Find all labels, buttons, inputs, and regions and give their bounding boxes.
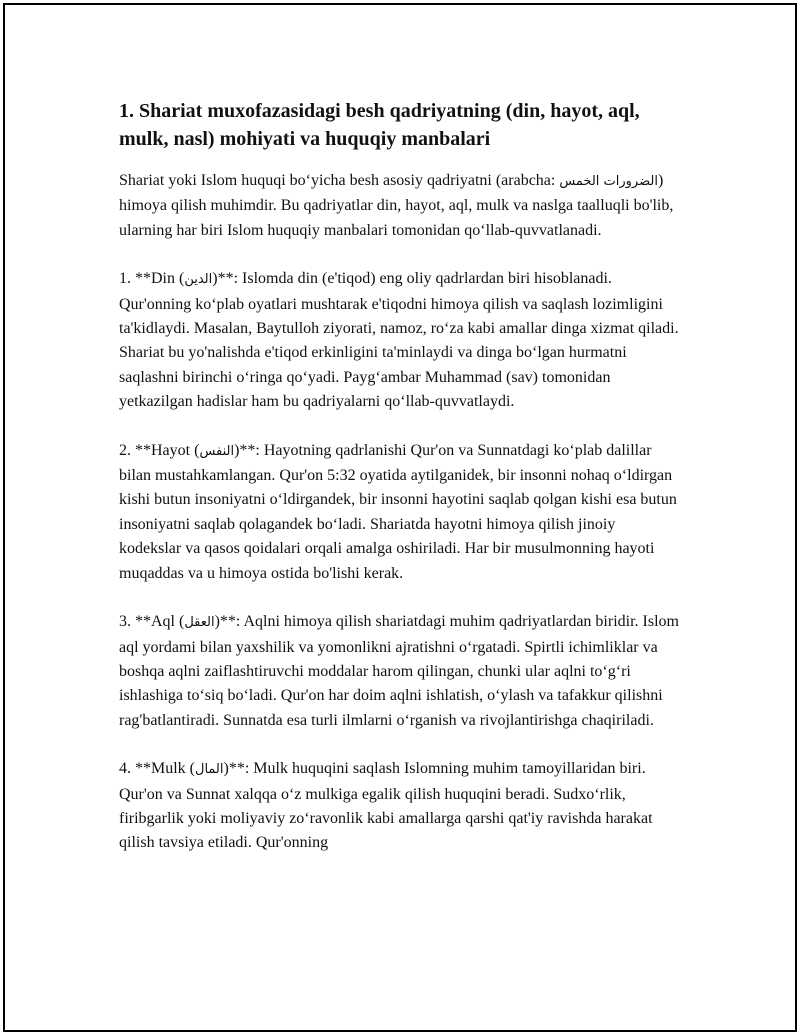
section-aql-prefix: 3. **Aql ( [119,613,185,631]
section-hayot [119,439,679,586]
section-din-prefix: 1. **Din ( [119,270,185,288]
document-heading: 1. Shariat muxofazasidagi besh qadriyatning (din, hayot, aql, mulk, nasl) mohiyati va huquqiy manbalari [119,100,640,150]
section-mulk-text: )**: Mulk huquqini saqlash Islomning muhim tamoyillaridan biri. Qur'on va Sunnat xalqqa o‘z mulkiga egalik qilish huquqini beradi. Sudxo‘rlik, firibgarlik yoki moliyaviy zo‘ravonlik kabi amallarga qarshi qat'iy ravishda harakat qilish tavsiya etiladi. Qur'onning [119,760,653,852]
section-aql [119,610,679,733]
section-aql-text: )**: Aqlni himoya qilish shariatdagi muhim qadriyatlardan biridir. Islom aql yordami bilan yaxshilik va yomonlikni ajratishni o‘rgatadi. Spirtli ichimliklar va boshqa aqlni zaiflashtiruvchi moddalar harom qilingan, chunki ular aqlni to‘g‘ri ishlashiga to‘siq bo‘ladi. Qur'on har doim aqlni ishlatish, o‘ylash va tafakkur qilishni rag'batlantiradi. Sunnatda esa turli ilmlarni o‘rganish va rivojlantirishga chaqiriladi. [119,613,679,729]
intro-paragraph [119,169,679,243]
section-din-arabic: الدين [184,272,213,288]
section-din [119,267,679,414]
intro-text-before: Shariat yoki Islom huquqi bo‘yicha besh asosiy qadriyatni (arabcha: [119,172,560,189]
section-mulk [119,757,679,856]
section-din-text: )**: Islomda din (e'tiqod) eng oliy qadrlardan biri hisoblanadi. Qur'onning ko‘plab oyatlari mushtarak e'tiqodni himoya qilish va saqlash lozimligini ta'kidlaydi. Masalan, Baytulloh ziyorati, namoz, ro‘za kabi amallar dinga xizmat qiladi. Shariat bu yo'nalishda e'tiqod erkinligini ta'minlaydi va dinga bo‘lgan hurmatni saqlashni birinchi o‘ringa qo‘yadi. Payg‘ambar Muhammad (sav) tomonidan yetkazilgan hadislar ham bu qadriyalarni qo‘llab-quvvatlaydi. [119,270,679,411]
page-frame [3,3,797,1032]
section-aql-arabic: العقل [184,615,215,631]
section-mulk-arabic: المال [195,762,224,778]
intro-text-after: ) himoya qilish muhimdir. Bu qadriyatlar din, hayot, aql, mulk va naslga taalluqli bo'lib, ularning har biri Islom huquqiy manbalari tomonidan qo‘llab-quvvatlanadi. [119,172,674,239]
document-body [119,97,679,880]
section-hayot-text: )**: Hayotning qadrlanishi Qur'on va Sunnatdagi ko‘plab dalillar bilan mustahkamlangan. Qur'on 5:32 oyatida aytilganidek, bir insonni nohaq o‘ldirgan kishi butun insoniyatni o‘ldirgandek, bir insonni hayotini saqlab qolgan kishi esa butun insoniyatni saqlab qolagandek bo‘ladi. Shariatda hayotni himoya qilish jinoiy kodekslar va qasos qoidalari orqali amalga oshiriladi. Har bir musulmonning hayoti muqaddas va u himoya ostida bo'lishi kerak. [119,441,677,582]
section-mulk-prefix: 4. **Mulk ( [119,760,195,778]
section-hayot-prefix: 2. **Hayot ( [119,441,200,459]
intro-arabic-term: الضرورات الخمس [559,174,658,189]
section-hayot-arabic: النفس [199,443,235,459]
